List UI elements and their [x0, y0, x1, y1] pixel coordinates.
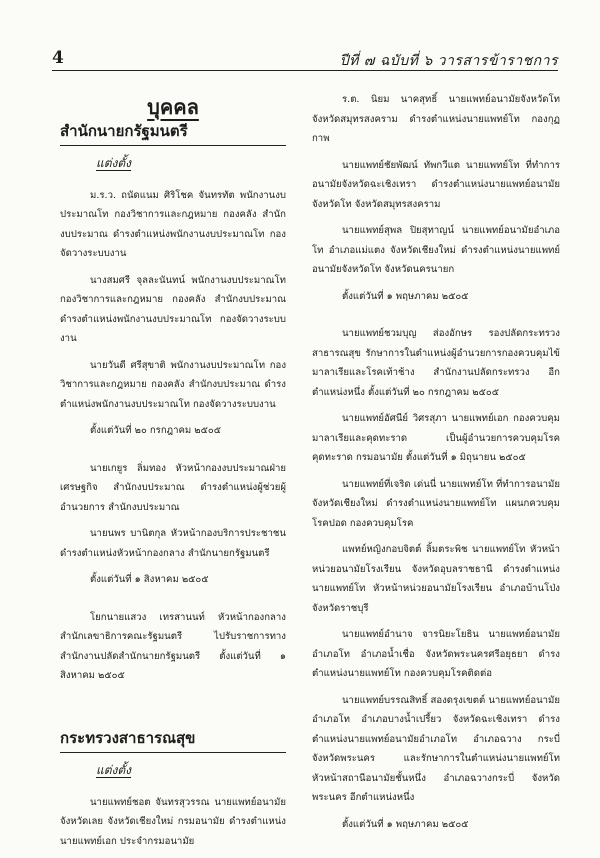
paragraph: แพทย์หญิงกอบจิตต์ ลิ้มตระพิช นายแพทย์โท หัวหน้าหน่วยอนามัยโรงเรียน จังหวัดอุบลราชธานี ดำรงตำแหน่งนายแพทย์โท หัวหน้าหน่วยอนามัยโรงเรียน อำเภอบ้านโป่ง จังหวัดราชบุรี [312, 544, 560, 614]
paragraph: นายแพทย์ที่เจริด เด่นนี่ นายแพทย์โท ที่ทำการอนามัยจังหวัดเชียงใหม่ ดำรงตำแหน่งนายแพทย์โท แผนกควบคุมโรคปอด กองควบคุมโรค [312, 478, 560, 529]
date-line: ตั้งแต่วันที่ ๑ พฤษภาคม ๒๕๐๕ [342, 290, 469, 302]
ministry-title: กระทรวงสาธารณสุข [60, 728, 196, 747]
ministry-rule [60, 752, 286, 753]
paragraph: ม.ร.ว. ถนัดแนม ศิริโชค จันทรทัต พนักงานงบประมาณโท กองวิชาการและกฎหมาย กองคลัง สำนักงบประมาณ ดำรงตำแหน่งพนักงานงบประมาณโท กองจัดวางระบบงาน [60, 189, 286, 259]
header-rule [52, 70, 558, 71]
paragraph: โยกนายแสวง เทรสานนท์ หัวหน้ากองกลาง สำนักเลขาธิการคณะรัฐมนตรี ไปรับราชการทางสำนักงานปลัดสำนักนายกรัฐมนตรี ตั้งแต่วันที่ ๑ สิงหาคม ๒๕๐๕ [60, 611, 286, 681]
paragraph: นายแพทย์อัศนีย์ วิศรสุภา นายแพทย์เอก กองควบคุมมาลาเรียและคุดทะราด เป็นผู้อำนวยการควบคุมโรคคุดทะราด กรมอนามัย ตั้งแต่วันที่ ๑ มิถุนายน ๒๕๐๕ [312, 413, 560, 463]
paragraph: นายนพร บานิตกุล หัวหน้ากองบริการประชาชน ดำรงตำแหน่งหัวหน้ากองกลาง สำนักนายกรัฐมนตรี [60, 528, 286, 559]
paragraph: นายแพทย์สุพล ปิยสุทาญน์ นายแพทย์อนามัยอำเภอโท อำเภอแม่แตง จังหวัดเชียงใหม่ ดำรงตำแหน่งนายแพทย์อนามัยจังหวัดโท จังหวัดนครนายก [312, 225, 560, 275]
sub-title: แต่งตั้ง [96, 763, 132, 777]
paragraph: นายแพทย์ชอต จันทรสุวรรณ นายแพทย์อนามัยจังหวัดเลย จังหวัดเชียงใหม่ กรมอนามัย ดำรงตำแหน่งนายแพทย์เอก ประจำกรมอนามัย [60, 796, 286, 847]
left-column [60, 90, 286, 858]
paragraph: นายวันดี ศรีสุขาติ พนักงานงบประมาณโท กองวิชาการและกฎหมาย กองคลัง สำนักงบประมาณ ดำรงตำแหน่งพนักงานงบประมาณโท กองจัดวางระบบงาน [60, 359, 286, 410]
page-number: 4 [52, 48, 64, 68]
section-title: บุคคล [147, 95, 199, 119]
paragraph: นางสมศรี จุลละนันทน์ พนักงานงบประมาณโท กองวิชาการและกฎหมาย กองคลัง สำนักงบประมาณ ดำรงตำแหน่งพนักงานงบประมาณโท กองจัดวางระบบงาน [60, 274, 286, 344]
org-title: สำนักนายกรัฐมนตรี [60, 121, 188, 140]
sub-title: แต่งตั้ง [96, 156, 132, 170]
running-head: ปีที่ ๗ ฉบับที่ ๖ วารสารข้าราชการ [339, 53, 558, 69]
date-line: ตั้งแต่วันที่ ๒๐ กรกฎาคม ๒๕๐๕ [90, 425, 221, 436]
org-rule [60, 145, 286, 146]
paragraph: นายแพทย์บรรณสิทธิ์ สองดรุงเขตต์ นายแพทย์อนามัยอำเภอโท อำเภอบางน้ำเปรี้ยว จังหวัดฉะเชิงเทรา ดำรงตำแหน่งนายแพทย์อนามัยอำเภอโท อำเภอฉวาง กระบี่ จังหวัดพระนคร และรักษาการในตำแหน่งนายแพทย์โท หัวหน้าสถานีอนามัยชั้นหนึ่ง อำเภอฉวางกระบี่ จังหวัดพระนคร อีกตำแหน่งหนึ่ง [312, 694, 560, 803]
paragraph: นายแพทย์ชัยพัฒน์ ทัพกวีแต นายแพทย์โท ที่ทำการอนามัยจังหวัดฉะเชิงเทรา ดำรงตำแหน่งนายแพทย์อนามัยจังหวัดโท จังหวัดสมุทรสงคราม [312, 159, 560, 210]
paragraph: นายแพทย์อำนาจ จารนิยะโยธิน นายแพทย์อนามัยอำเภอโท อำเภอน้ำเชื่อ จังหวัดพระนครศรีอยุธยา ดำรงตำแหน่งนายแพทย์โท กองควบคุมโรคติดต่อ [312, 629, 560, 679]
date-line: ตั้งแต่วันที่ ๑ สิงหาคม ๒๕๐๕ [90, 574, 209, 585]
paragraph: นายแพทย์ชวมบุญ ส่องอักษร รองปลัดกระทรวงสาธารณสุข รักษาการในตำแหน่งผู้อำนวยการกองควบคุมไข้มาลาเรียและโรคเท้าช้าง สำนักงานปลัดกระทรวง อีกตำแหน่งหนึ่ง ตั้งแต่วันที่ ๒๐ กรกฎาคม ๒๕๐๕ [312, 328, 560, 398]
paragraph: นายเกยูร ลิ่มทอง หัวหน้ากองงบประมาณฝ่ายเศรษฐกิจ สำนักงบประมาณ ดำรงตำแหน่งผู้ช่วยผู้อำนวยการ สำนักงบประมาณ [60, 462, 286, 513]
paragraph: ร.ต. นิยม นาคสุทธิ์ นายแพทย์อนามัยจังหวัดโท จังหวัดสมุทรสงคราม ดำรงตำแหน่งนายแพทย์โท กองกุฏกาพ [312, 94, 560, 144]
right-column [312, 90, 560, 852]
date-line: ตั้งแต่วันที่ ๑ พฤษภาคม ๒๕๐๕ [342, 818, 469, 830]
